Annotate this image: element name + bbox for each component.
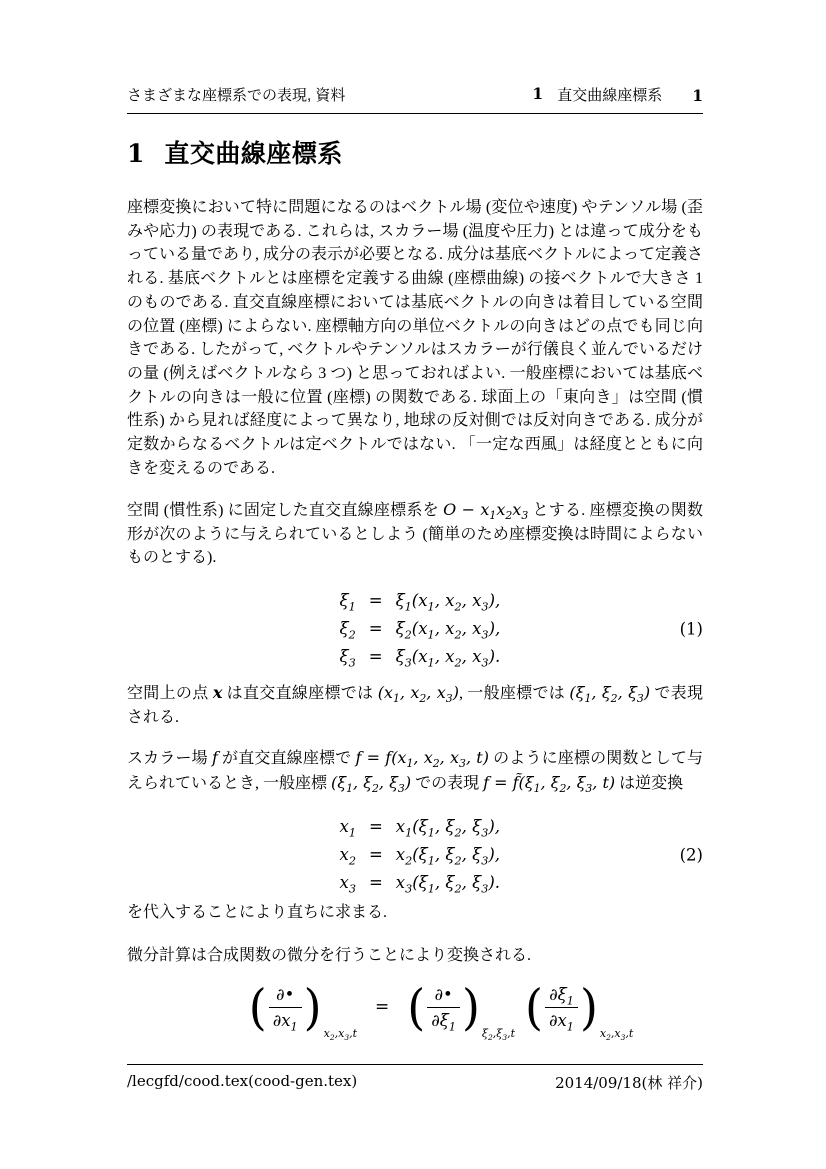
equation-row: [330, 587, 501, 615]
page-header: [127, 84, 703, 114]
eq-rhs: $x_2(\xi_1$, $\xi_2$, $\xi_3$),: [395, 844, 501, 868]
equation-row: [330, 615, 501, 643]
paragraph-6: 微分計算は合成関数の微分を行うことにより変換される.: [127, 947, 532, 964]
eq-rhs: $x_3(\xi_1$, $\xi_2$, $\xi_3$).: [395, 872, 501, 895]
fraction-numerator: ∂•: [434, 984, 453, 1004]
header-section-title: 直交曲線座標系: [557, 87, 663, 104]
paragraph-3: 空間上の点 x は直交直線座標では ($x_1$, $x_2$, $x_3$), 一般座標では ($\xi_1$, $\xi_2$, $\xi_3$) で表現される.: [127, 683, 703, 726]
section-heading: [127, 134, 703, 170]
header-section-number: 1: [532, 84, 544, 103]
paragraph-1: 座標変換において特に問題になるのはベクトル場 (変位や速度) やテンソル場 (歪みや応力) の表現である. これらは, スカラー場 (温度や圧力) とは違って成分をもっている量であり, 成分の表示が必要となる. 成分は基底ベクトルによって定義される. 基底ベクトルとは座標を定義する曲線 (座標曲線) の接ベクトルで大きさ 1 のものである. 直交直線座標においては基底ベクトルの向きは着目している空間の位置 (座標) によらない. 座標軸方向の単位ベクトルの向きはどの点でも同じ向きである. したがって, ベクトルやテンソルはスカラーが行儀良く並んでいるだけの量 (例えばベクトルなら 3 つ) と思っておればよい. 一般座標においては基底ベクトルの向きは一般に位置 (座標) の関数である. 球面上の「東向き」は空間 (慣性系) から見れば経度によって異なり, 地球の反対側では反対向きである. 成分が定数からなるベクトルは定ベクトルではない. 「一定な西風」は経度とともに向きを変えるのである.: [127, 199, 704, 477]
eq-rhs: $\xi_3(x_1$, $x_2$, $x_3$).: [395, 646, 501, 669]
fraction-denominator: $\partial x_1$: [269, 1007, 302, 1030]
constraint-subscript: $x_2,x_3,t$: [599, 1026, 634, 1042]
equation-3: [127, 972, 703, 1042]
equals-sign: =: [375, 997, 390, 1017]
header-left-title: さまざまな座標系での表現, 資料: [127, 87, 346, 104]
eq-lhs: $\xi_2$: [339, 618, 356, 642]
eq-lhs: $x_3$: [339, 872, 356, 895]
eq-lhs: $\xi_3$: [339, 646, 356, 669]
equation-row: [330, 841, 500, 869]
equation-3-body: [248, 978, 634, 1042]
section-title: 直交曲線座標系: [164, 140, 343, 168]
fraction-denominator: $\partial\xi_1$: [427, 1007, 460, 1030]
derivative-factor-lhs: ( $\frac{\partial•}{\partial x_1}$ ) $x_2,x_3,t$: [248, 978, 357, 1042]
eq-lhs: $x_2$: [339, 844, 356, 868]
eq-lhs: $\xi_1$: [339, 591, 356, 614]
footer-source-path: /lecgfd/cood.tex(cood-gen.tex): [127, 1072, 358, 1090]
equals-sign: =: [368, 817, 383, 836]
section-number: 1: [127, 139, 145, 168]
equals-sign: =: [368, 591, 383, 610]
eq-rhs: $\xi_1(x_1$, $x_2$, $x_3$),: [395, 591, 501, 614]
equation-row: [330, 643, 501, 671]
equals-sign: =: [368, 646, 383, 666]
fraction-denominator: $\partial x_1$: [545, 1007, 578, 1030]
fraction-numerator: $\partial\xi_1$: [549, 984, 574, 1007]
equation-row: [330, 813, 500, 841]
paragraph-4: スカラー場 f が直交直線座標で $f = f(x_1$, $x_2$, $x_3$, t) のように座標の関数として与えられているとき, 一般座標 ($\xi_1$, $\xi_2$, $\xi_3$) での表現 $f = f̃(\xi_1$, $\xi_2$, $\xi_3$, t) は逆変換: [127, 748, 704, 795]
constraint-subscript: $\xi_2,\xi_3,t$: [481, 1026, 515, 1042]
fraction-numerator: ∂•: [276, 984, 295, 1004]
eq-rhs: $\xi_2(x_1$, $x_2$, $x_3$),: [395, 618, 501, 642]
equation-number: (2): [679, 845, 703, 865]
equals-sign: =: [368, 872, 383, 892]
eq-rhs: $x_1(\xi_1$, $\xi_2$, $\xi_3$),: [395, 817, 501, 840]
derivative-factor-rhs-2: ( $\frac{\partial\xi_1}{\partial x_1}$ ) $x_2,x_3,t$: [525, 978, 634, 1042]
paragraph-5: を代入することにより直ちに求まる.: [127, 904, 388, 921]
equation-2: [127, 813, 703, 896]
fraction: [545, 984, 578, 1033]
fraction: [427, 984, 460, 1033]
header-right: [532, 84, 703, 105]
header-page-number: 1: [692, 86, 703, 105]
derivative-factor-rhs-1: ( $\frac{\partial•}{\partial\xi_1}$ ) $\xi_2,\xi_3,t$: [407, 978, 515, 1042]
equation-number: (1): [679, 619, 703, 639]
equation-2-rows: [330, 813, 500, 896]
constraint-subscript: $x_2,x_3,t$: [323, 1026, 357, 1042]
eq-lhs: $x_1$: [339, 817, 356, 840]
paragraph-2: 空間 (慣性系) に固定した直交直線座標系を $O - x_1x_2x_3$ とする. 座標変換の関数形が次のように与えられているとしよう (簡単のため座標変換は時間によらないものとする).: [127, 500, 703, 567]
equals-sign: =: [368, 618, 383, 638]
equation-1-rows: [330, 587, 501, 670]
page-footer: [127, 1064, 703, 1093]
header-section-ref: [532, 84, 662, 105]
equation-1: [127, 587, 703, 670]
footer-date-author: 2014/09/18(林 祥介): [555, 1074, 703, 1092]
equals-sign: =: [368, 844, 383, 864]
equation-row: [330, 869, 500, 897]
fraction: [269, 984, 302, 1033]
